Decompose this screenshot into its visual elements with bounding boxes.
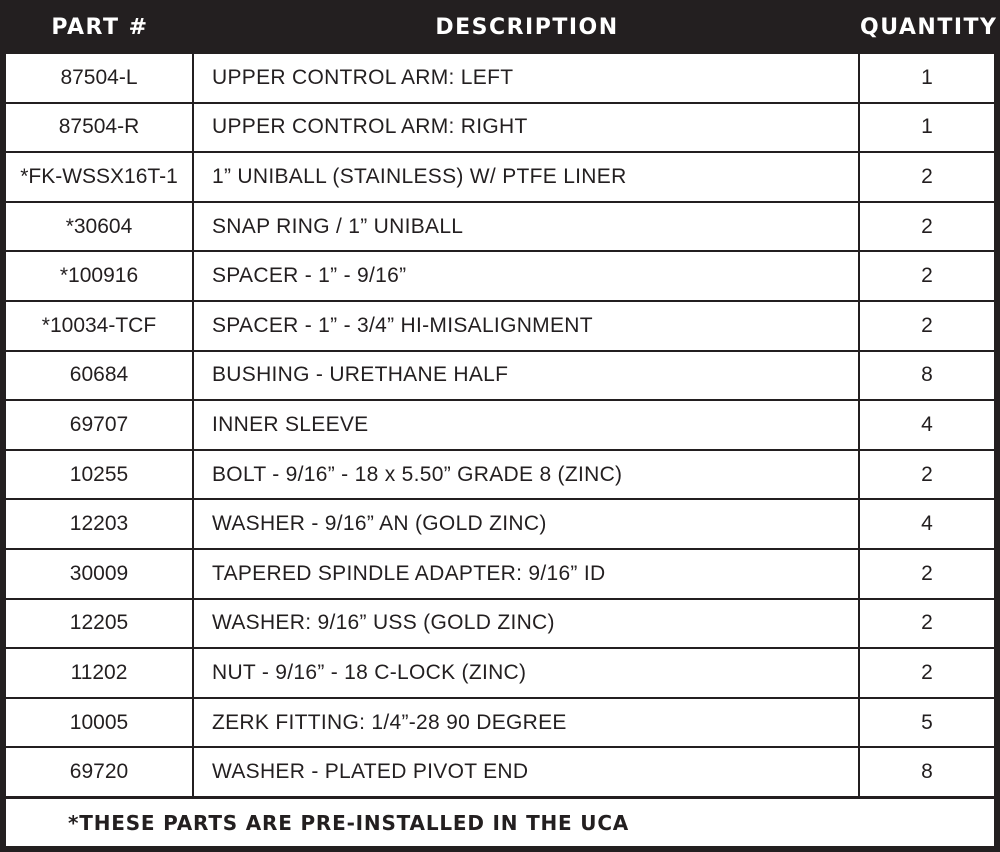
table-row	[6, 649, 994, 699]
table-row	[6, 54, 994, 104]
part-number-cell: 30009	[6, 550, 194, 598]
part-number-cell: 11202	[6, 649, 194, 697]
quantity-cell: 2	[921, 611, 933, 635]
part-number-cell: 10005	[6, 699, 194, 747]
description-cell: SPACER - 1” - 3/4” HI-MISALIGNMENT	[194, 302, 860, 350]
quantity-cell: 2	[921, 214, 933, 238]
quantity-cell: 2	[921, 264, 933, 288]
table-row	[6, 401, 994, 451]
header-part-number: PART #	[51, 14, 149, 40]
part-number-cell: 69720	[6, 748, 194, 796]
table-row	[6, 500, 994, 550]
table-row	[6, 600, 994, 650]
quantity-cell: 1	[921, 115, 933, 139]
description-cell: SPACER - 1” - 9/16”	[194, 252, 860, 300]
table-row	[6, 252, 994, 302]
part-number-cell: 87504-L	[6, 54, 194, 102]
description-cell: BOLT - 9/16” - 18 x 5.50” GRADE 8 (ZINC)	[194, 451, 860, 499]
part-number-cell: 87504-R	[6, 104, 194, 152]
table-row	[6, 550, 994, 600]
table-row	[6, 451, 994, 501]
quantity-cell: 2	[921, 462, 933, 486]
part-number-cell: 10255	[6, 451, 194, 499]
description-cell: 1” UNIBALL (STAINLESS) W/ PTFE LINER	[194, 153, 860, 201]
quantity-cell: 1	[921, 65, 933, 89]
part-number-cell: *10034-TCF	[6, 302, 194, 350]
parts-table-body	[6, 54, 994, 798]
quantity-cell: 5	[921, 710, 933, 734]
description-cell: NUT - 9/16” - 18 C-LOCK (ZINC)	[194, 649, 860, 697]
description-cell: TAPERED SPINDLE ADAPTER: 9/16” ID	[194, 550, 860, 598]
part-number-cell: 69707	[6, 401, 194, 449]
table-row	[6, 104, 994, 154]
part-number-cell: *FK-WSSX16T-1	[6, 153, 194, 201]
quantity-cell: 2	[921, 164, 933, 188]
quantity-cell: 2	[921, 660, 933, 684]
quantity-cell: 4	[921, 412, 933, 436]
part-number-cell: 12205	[6, 600, 194, 648]
part-number-cell: *100916	[6, 252, 194, 300]
part-number-cell: *30604	[6, 203, 194, 251]
part-number-cell: 12203	[6, 500, 194, 548]
description-cell: BUSHING - URETHANE HALF	[194, 352, 860, 400]
table-row	[6, 203, 994, 253]
description-cell: WASHER: 9/16” USS (GOLD ZINC)	[194, 600, 860, 648]
description-cell: UPPER CONTROL ARM: LEFT	[194, 54, 860, 102]
description-cell: WASHER - PLATED PIVOT END	[194, 748, 860, 796]
quantity-cell: 8	[921, 760, 933, 784]
part-number-cell: 60684	[6, 352, 194, 400]
header-quantity: QUANTITY	[860, 14, 998, 40]
quantity-cell: 2	[921, 561, 933, 585]
description-cell: INNER SLEEVE	[194, 401, 860, 449]
description-cell: SNAP RING / 1” UNIBALL	[194, 203, 860, 251]
quantity-cell: 8	[921, 363, 933, 387]
description-cell: UPPER CONTROL ARM: RIGHT	[194, 104, 860, 152]
header-description: DESCRIPTION	[435, 14, 619, 40]
table-header	[0, 0, 1000, 54]
description-cell: WASHER - 9/16” AN (GOLD ZINC)	[194, 500, 860, 548]
table-row	[6, 748, 994, 798]
footnote: *THESE PARTS ARE PRE-INSTALLED IN THE UCA	[6, 799, 994, 846]
table-row	[6, 302, 994, 352]
table-row	[6, 352, 994, 402]
table-row	[6, 699, 994, 749]
quantity-cell: 4	[921, 512, 933, 536]
quantity-cell: 2	[921, 313, 933, 337]
table-row	[6, 153, 994, 203]
description-cell: ZERK FITTING: 1/4”-28 90 DEGREE	[194, 699, 860, 747]
